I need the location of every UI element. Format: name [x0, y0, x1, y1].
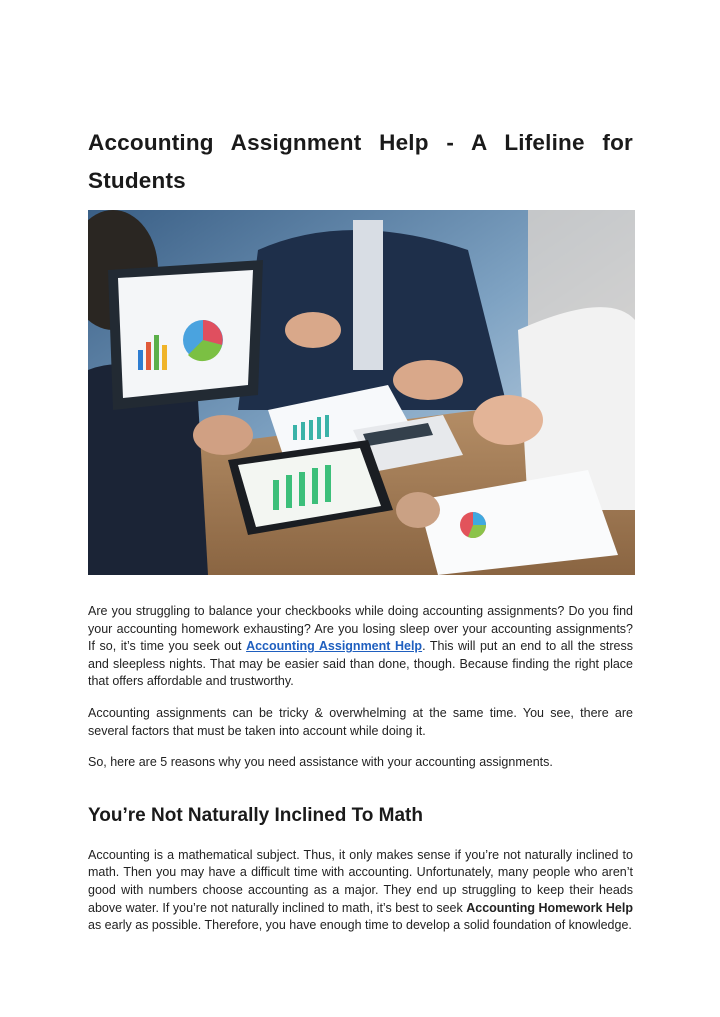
document-page: [88, 0, 633, 935]
paragraph-2: Accounting assignments can be tricky & overwhelming at the same time. You see, there are several factors that must be taken into account while doing it.: [88, 705, 633, 738]
page-title: Accounting Assignment Help - A Lifeline for Students: [88, 130, 633, 193]
section-heading: You’re Not Naturally Inclined To Math: [88, 804, 423, 826]
hero-image: [88, 210, 635, 575]
paragraph-intro: Are you struggling to balance your checkbooks while doing accounting assignments? Do you find your accounting homework exhausting? Are you losing sleep over your accounting assignments? If so, it’s time you seek out Accounting Assignment Help. This will put an end to all the stress and sleepless nights. That may be easier said than done, though. Because finding the right place that offers affordable and trustworthy.: [88, 604, 634, 689]
paragraph-3: So, here are 5 reasons why you need assistance with your accounting assignments.: [88, 755, 553, 770]
paragraph-4: Accounting is a mathematical subject. Thus, it only makes sense if you’re not naturally inclined to math. Then you may have a difficult time with accounting. Unfortunately, many people who aren’t good with numbers choose accounting as a major. They end up struggling to keep their heads above water. If you’re not naturally inclined to math, it’s best to seek Accounting Homework Help as early as possible. Therefore, you have enough time to develop a solid foundation of knowledge.: [88, 847, 633, 933]
accounting-assignment-help-link[interactable]: Accounting Assignment Help: [246, 639, 423, 654]
bold-phrase: Accounting Homework Help: [466, 900, 633, 915]
